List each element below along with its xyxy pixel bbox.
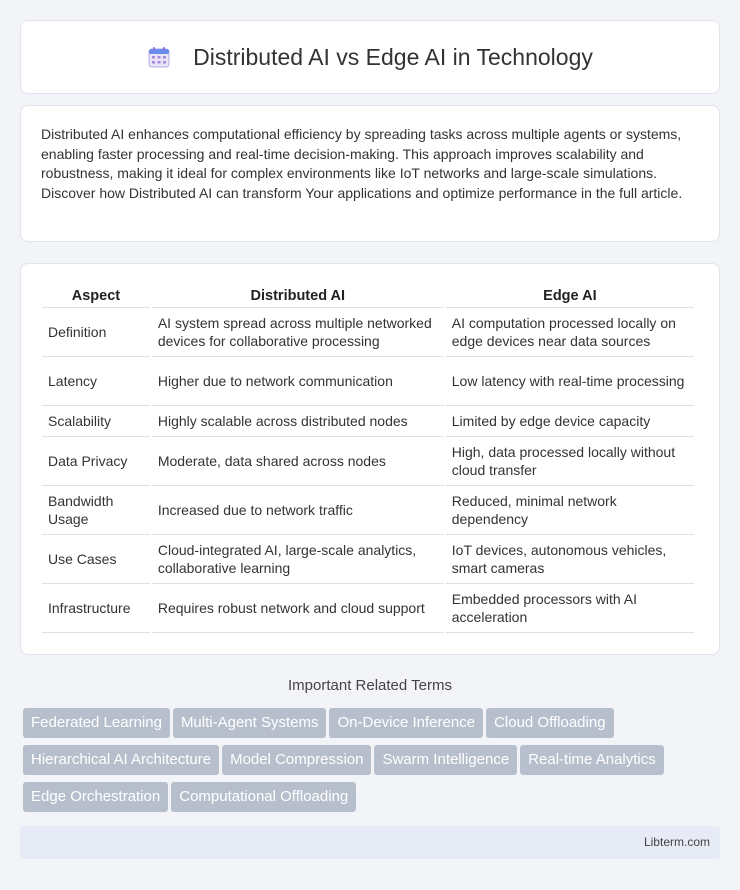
term-tag[interactable]: Cloud Offloading — [486, 708, 613, 738]
header-aspect: Aspect — [42, 284, 150, 308]
table-row — [42, 357, 694, 406]
row-edge-value: Limited by edge device capacity — [446, 406, 694, 437]
term-tag[interactable]: Computational Offloading — [171, 782, 356, 812]
row-distributed-value: Requires robust network and cloud support — [152, 584, 444, 633]
row-aspect: Use Cases — [42, 535, 150, 584]
term-tag[interactable]: Multi-Agent Systems — [173, 708, 327, 738]
table-row — [42, 437, 694, 486]
row-distributed-value: AI system spread across multiple networked devices for collaborative processing — [152, 308, 444, 357]
row-edge-value: Low latency with real-time processing — [446, 357, 694, 406]
table-header-row — [42, 284, 694, 308]
row-aspect: Latency — [42, 357, 150, 406]
related-terms-list — [23, 708, 723, 819]
row-distributed-value: Cloud-integrated AI, large-scale analytics, collaborative learning — [152, 535, 444, 584]
footer — [20, 826, 720, 859]
table-row — [42, 406, 694, 437]
row-edge-value: Embedded processors with AI acceleration — [446, 584, 694, 633]
row-edge-value: IoT devices, autonomous vehicles, smart cameras — [446, 535, 694, 584]
table-row — [42, 308, 694, 357]
row-aspect: Definition — [42, 308, 150, 357]
row-distributed-value: Increased due to network traffic — [152, 486, 444, 535]
term-tag[interactable]: Model Compression — [222, 745, 371, 775]
row-distributed-value: Highly scalable across distributed nodes — [152, 406, 444, 437]
term-tag[interactable]: Swarm Intelligence — [374, 745, 517, 775]
calendar-icon — [147, 45, 171, 69]
term-tag[interactable]: Real-time Analytics — [520, 745, 664, 775]
table-row — [42, 486, 694, 535]
row-distributed-value: Higher due to network communication — [152, 357, 444, 406]
row-edge-value: AI computation processed locally on edge devices near data sources — [446, 308, 694, 357]
row-aspect: Scalability — [42, 406, 150, 437]
term-tag[interactable]: Federated Learning — [23, 708, 170, 738]
row-aspect: Bandwidth Usage — [42, 486, 150, 535]
row-distributed-value: Moderate, data shared across nodes — [152, 437, 444, 486]
page-title: Distributed AI vs Edge AI in Technology — [193, 43, 593, 70]
row-edge-value: Reduced, minimal network dependency — [446, 486, 694, 535]
term-tag[interactable]: On-Device Inference — [329, 708, 483, 738]
term-tag[interactable]: Edge Orchestration — [23, 782, 168, 812]
footer-site-link[interactable]: Libterm.com — [643, 835, 710, 849]
title-card — [20, 20, 720, 94]
header-edge-ai: Edge AI — [446, 284, 694, 308]
comparison-table — [40, 284, 696, 633]
intro-card — [20, 105, 720, 242]
row-aspect: Data Privacy — [42, 437, 150, 486]
term-tag[interactable]: Hierarchical AI Architecture — [23, 745, 219, 775]
comparison-card — [20, 263, 720, 655]
header-distributed-ai: Distributed AI — [152, 284, 444, 308]
related-terms-heading: Important Related Terms — [288, 677, 452, 694]
table-row — [42, 584, 694, 633]
row-edge-value: High, data processed locally without cloud transfer — [446, 437, 694, 486]
table-row — [42, 535, 694, 584]
row-aspect: Infrastructure — [42, 584, 150, 633]
intro-text: Distributed AI enhances computational efficiency by spreading tasks across multiple agents or systems, enabling faster processing and real-time decision-making. This approach improves scalability and robustness, making it ideal for complex environments like IoT networks and large-scale simulations. Discover how Distributed AI can transform Your applications and optimize performance in the full article. — [41, 126, 683, 201]
